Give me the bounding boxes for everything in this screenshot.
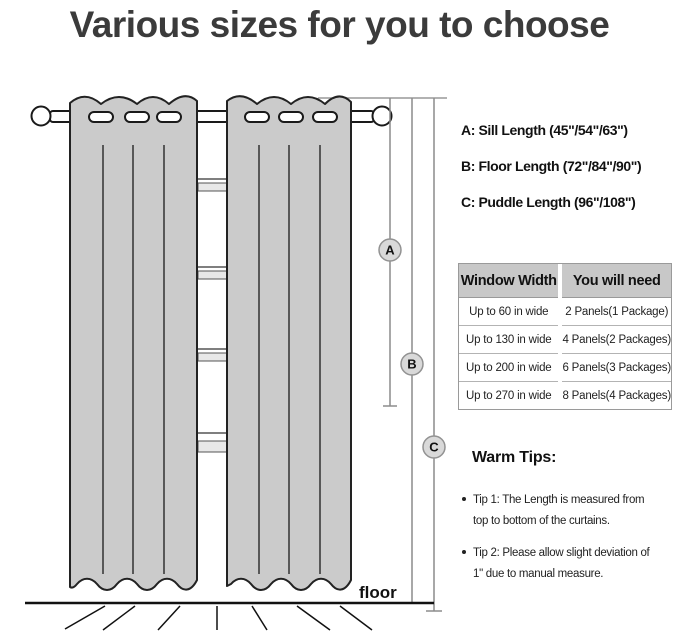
rod-finial-left: [32, 107, 51, 126]
table-header-you-will-need: You will need: [562, 264, 671, 298]
tip-item-2: [461, 543, 679, 585]
table-cell-width-3: Up to 270 in wide: [459, 382, 558, 409]
table-header-window-width: Window Width: [459, 264, 558, 298]
bullet-dot-icon: [462, 497, 466, 501]
table-cell-need-1: 4 Panels(2 Packages): [562, 326, 671, 354]
size-table: [458, 263, 672, 410]
tip-2-line-1: Tip 2: Please allow slight deviation of: [473, 547, 650, 559]
badge-b-label: B: [407, 356, 417, 372]
length-options: [461, 122, 677, 230]
table-cell-width-2: Up to 200 in wide: [459, 354, 558, 382]
bullet-dot-icon: [462, 550, 466, 554]
badge-a-label: A: [385, 242, 395, 258]
rod-finial-right: [373, 107, 392, 126]
badge-c-label: C: [429, 439, 439, 455]
table-cell-width-1: Up to 130 in wide: [459, 326, 558, 354]
table-cell-width-0: Up to 60 in wide: [459, 298, 558, 326]
floor-label: floor: [359, 583, 397, 602]
length-option-c: C: Puddle Length (96"/108"): [461, 194, 636, 210]
table-cell-need-2: 6 Panels(3 Packages): [562, 354, 671, 382]
warm-tips-list: [461, 490, 679, 596]
tip-1-line-1: Tip 1: The Length is measured from: [473, 494, 645, 506]
page-title: Various sizes for you to choose: [69, 4, 610, 45]
tip-1-line-2: top to bottom of the curtains.: [473, 515, 610, 527]
table-cell-need-3: 8 Panels(4 Packages): [562, 382, 671, 409]
table-cell-need-0: 2 Panels(1 Package): [562, 298, 671, 326]
window-frame: [198, 179, 227, 452]
warm-tips-heading: Warm Tips:: [472, 449, 557, 466]
floor-hatching: [65, 606, 372, 630]
length-option-a: A: Sill Length (45"/54"/63"): [461, 122, 628, 138]
tip-item-1: [461, 490, 679, 532]
tip-2-line-2: 1" due to manual measure.: [473, 568, 604, 580]
length-option-b: B: Floor Length (72"/84"/90"): [461, 158, 642, 174]
